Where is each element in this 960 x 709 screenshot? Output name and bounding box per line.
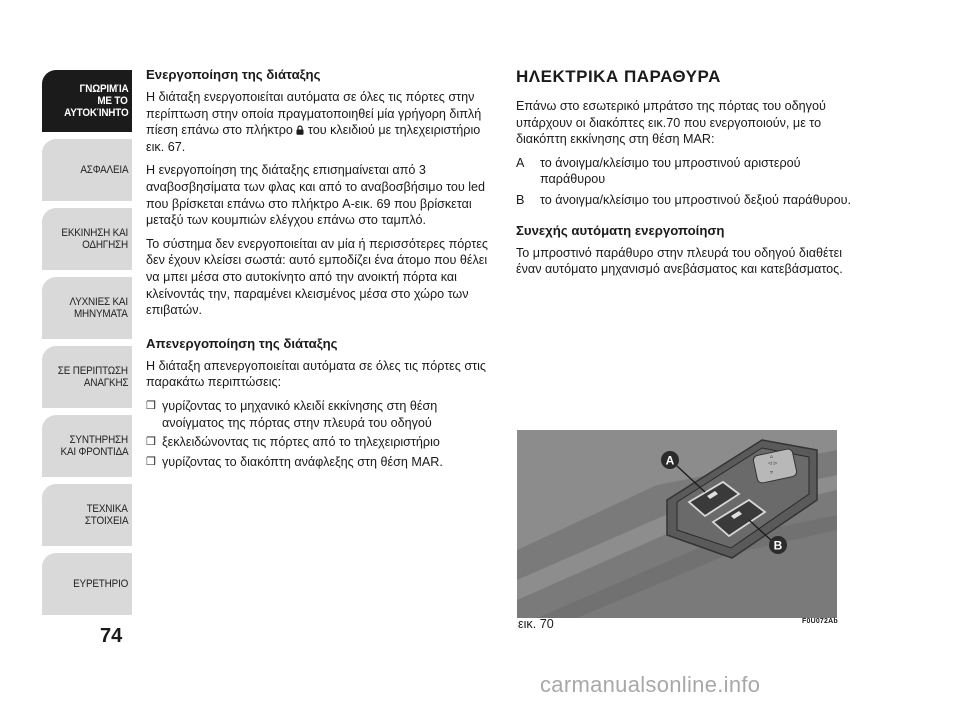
paragraph-activation-1: [146, 89, 491, 155]
label-a-marker: [661, 451, 679, 469]
tab-label-line: ΜΕ ΤΟ: [97, 95, 128, 107]
tab-label-line: ΣΕ ΠΕΡΙΠΤΩΣΗ: [57, 365, 128, 377]
tab-label-line: ΚΑΙ ΦΡΟΝΤΙΔΑ: [60, 446, 128, 458]
tab-chapter-7[interactable]: [42, 484, 132, 546]
list-item-text: ξεκλειδώνοντας τις πόρτες από το τηλεχειριστήριο: [162, 435, 440, 450]
list-item: [146, 434, 491, 451]
tab-label-line: ΣΥΝΤΗΡΗΣΗ: [69, 434, 128, 446]
paragraph-activation-1-text-end: του κλειδιού με τηλεχειριστήριο εικ. 67.: [146, 123, 481, 154]
heading-activation: Ενεργοποίηση της διάταξης: [146, 67, 321, 82]
tab-label-line: ΛΥΧΝΙΕΣ ΚΑΙ: [69, 296, 128, 308]
section-title: ΗΛΕΚΤΡΙΚΑ ΠΑΡΑΘΥΡΑ: [516, 67, 721, 86]
tab-label-line: ΓΝΩΡΙΜΊΑ: [78, 83, 128, 95]
window-switch-figure: [517, 430, 837, 618]
tab-label-line: ΑΥΤΟΚΊΝΗΤΟ: [63, 107, 128, 119]
item-letter: A: [516, 155, 525, 170]
tab-label-line: ΑΝΑΓΚΗΣ: [83, 377, 128, 389]
tab-label-line: ΣΤΟΙΧΕΙΑ: [84, 515, 128, 527]
list-item: [146, 398, 491, 431]
svg-text:▵: ▵: [770, 453, 774, 460]
tab-label-line: ΕΥΡΕΤΗΡΙΟ: [72, 578, 128, 590]
tab-chapter-3[interactable]: [42, 208, 132, 270]
checkbox-bullet-icon: ❒: [146, 436, 156, 449]
tab-chapter-8[interactable]: [42, 553, 132, 615]
figure-caption: εικ. 70: [518, 617, 554, 631]
svg-text:A: A: [665, 453, 675, 468]
figure-code: F0U072Ab: [802, 618, 838, 625]
paragraph-deactivation: Η διάταξη απενεργοποιείται αυτόματα σε όλες τις πόρτες στις παρακάτω περιπτώσεις:: [146, 358, 486, 390]
svg-text:B: B: [773, 538, 783, 553]
lettered-item-b: [516, 192, 861, 209]
label-b-marker: [769, 536, 787, 554]
paragraph-activation-2: Η ενεργοποίηση της διάταξης επισημαίνεται από 3 αναβοσβησίματα των φλας και από το αναβοσβήσιμο του led που βρίσκεται επάνω στο πλήκτρο A-εικ. 69 που βρίσκεται μεταξύ των κουμπιών ελέγχου επάνω στο ταμπλό.: [146, 163, 486, 228]
item-text: το άνοιγμα/κλείσιμο του μπροστινού δεξιού παράθυρου.: [540, 192, 852, 207]
svg-text:◃ ▹: ◃ ▹: [768, 459, 778, 467]
item-text: το άνοιγμα/κλείσιμο του μπροστινού αριστερού παράθυρου: [540, 155, 801, 187]
tab-label-line: ΜΗΝΥΜΑΤΑ: [74, 308, 128, 320]
heading-deactivation: Απενεργοποίηση της διάταξης: [146, 335, 338, 351]
checkbox-bullet-icon: ❒: [146, 399, 156, 412]
tab-label-line: ΑΣΦΑΛΕΙΑ: [79, 164, 128, 176]
svg-text:▿: ▿: [770, 469, 774, 476]
list-item-text: γυρίζοντας το διακόπτη ανάφλεξης στη θέση MAR.: [162, 454, 443, 469]
tab-chapter-6[interactable]: [42, 415, 132, 477]
left-column: [146, 66, 491, 473]
heading-continuous: Συνεχής αυτόματη ενεργοποίηση: [516, 222, 725, 238]
paragraph-intro: Επάνω στο εσωτερικό μπράτσο της πόρτας του οδηγού υπάρχουν οι διακόπτες εικ.70 που ενεργοποιούν, με το διακόπτη εκκίνησης στη θέση MAR:: [516, 99, 826, 147]
tab-label-line: ΟΔΗΓΗΣΗ: [82, 239, 128, 251]
checkbox-bullet-icon: ❒: [146, 455, 156, 468]
tab-chapter-5[interactable]: [42, 346, 132, 408]
tab-label-line: ΕΚΚΙΝΗΣΗ ΚΑΙ: [61, 227, 128, 239]
tab-chapter-2[interactable]: [42, 139, 132, 201]
watermark: carmanualsonline.info: [540, 672, 761, 697]
paragraph-activation-1-text: Η διάταξη ενεργοποιείται αυτόματα σε όλες τις πόρτες στην περίπτωση στην οποία πραγματοποιηθεί μία γρήγορη διπλή πίεση επάνω στο πλήκτρο: [146, 90, 482, 138]
list-item-text: γυρίζοντας το μηχανικό κλειδί εκκίνησης στη θέση ανοίγματος της πόρτας στην πλευρά του οδηγού: [162, 398, 438, 430]
tab-chapter-4[interactable]: [42, 277, 132, 339]
lock-icon: [296, 125, 304, 135]
page-number: 74: [100, 625, 123, 647]
right-column: [516, 66, 861, 285]
tab-chapter-1[interactable]: [42, 70, 132, 132]
list-item: [146, 454, 491, 471]
item-letter: B: [516, 192, 525, 207]
paragraph-continuous: Το μπροστινό παράθυρο στην πλευρά του οδηγού διαθέτει έναν αυτόματο μηχανισμό ανεβάσματος και κατεβάσματος.: [516, 245, 843, 277]
lettered-item-a: [516, 155, 861, 188]
deactivation-list: [146, 398, 491, 470]
tab-label-line: ΤΕΧΝΙΚΑ: [86, 503, 128, 515]
paragraph-activation-3: Το σύστημα δεν ενεργοποιείται αν μία ή περισσότερες πόρτες δεν έχουν κλείσει σωστά: αυτό εμποδίζει ένα άτομο που θέλει να μπει μέσα στο αυτοκίνητο από την ανοικτή πόρτα και κλείνοντάς την, παραμένει κλεισμένος μέσα στο χώρο των επιβατών.: [146, 236, 488, 318]
